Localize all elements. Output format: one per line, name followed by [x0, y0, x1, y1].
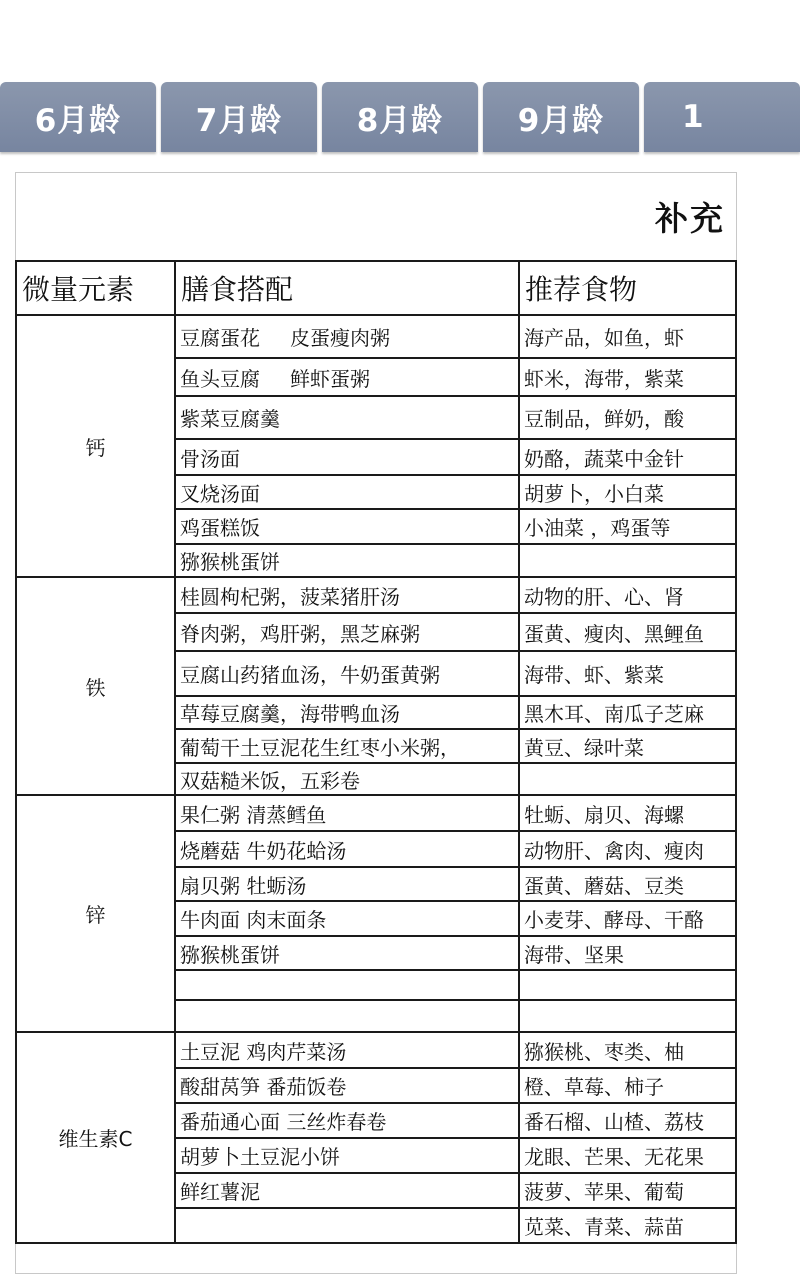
- food-cell: 牡蛎、扇贝、海螺: [519, 795, 736, 831]
- meal-cell: 果仁粥 清蒸鳕鱼: [175, 795, 519, 831]
- category-calcium: 钙: [16, 315, 175, 577]
- meal-cell: 豆腐山药猪血汤，牛奶蛋黄粥: [175, 651, 519, 696]
- food-cell: 橙、草莓、柿子: [519, 1068, 736, 1103]
- food-cell: 胡萝卜，小白菜: [519, 475, 736, 509]
- meal-cell: 土豆泥 鸡肉芹菜汤: [175, 1032, 519, 1068]
- food-cell: 小麦芽、酵母、干酪: [519, 901, 736, 936]
- meal-cell: 紫菜豆腐羹: [175, 396, 519, 439]
- meal-cell: 脊肉粥，鸡肝粥，黑芝麻粥: [175, 613, 519, 651]
- meal-cell: 桂圆枸杞粥，菠菜猪肝汤: [175, 577, 519, 613]
- food-cell: 海产品，如鱼，虾: [519, 315, 736, 358]
- tab-8-months[interactable]: 8月龄: [322, 82, 478, 152]
- food-cell: 菠萝、苹果、葡萄: [519, 1173, 736, 1208]
- meal-cell: 番茄通心面 三丝炸春卷: [175, 1103, 519, 1138]
- meal-cell: 猕猴桃蛋饼: [175, 936, 519, 970]
- meal-cell: 双菇糙米饭，五彩卷: [175, 763, 519, 795]
- food-cell: 豆制品，鲜奶，酸: [519, 396, 736, 439]
- food-cell: [519, 544, 736, 577]
- meal-cell: 牛肉面 肉末面条: [175, 901, 519, 936]
- meal-cell: 豆腐蛋花 皮蛋瘦肉粥: [175, 315, 519, 358]
- meal-cell: 叉烧汤面: [175, 475, 519, 509]
- header-recommended-food: 推荐食物: [519, 261, 736, 315]
- header-row: [16, 261, 736, 315]
- food-cell: 海带、虾、紫菜: [519, 651, 736, 696]
- tab-9-months[interactable]: 9月龄: [483, 82, 639, 152]
- age-tabs: [0, 82, 705, 154]
- meal-cell: 葡萄干土豆泥花生红枣小米粥，: [175, 729, 519, 763]
- nutrition-table: [15, 260, 737, 1244]
- meal-cell: 酸甜莴笋 番茄饭卷: [175, 1068, 519, 1103]
- category-zinc: 锌: [16, 795, 175, 1032]
- table-row: [16, 315, 736, 358]
- food-cell: 小油菜 ，鸡蛋等: [519, 509, 736, 544]
- table-title-row: [15, 173, 725, 259]
- food-cell: [519, 1000, 736, 1032]
- food-cell: [519, 970, 736, 1000]
- food-cell: 猕猴桃、枣类、柚: [519, 1032, 736, 1068]
- category-vitamin-c: 维生素C: [16, 1032, 175, 1243]
- food-cell: 动物肝、禽肉、瘦肉: [519, 831, 736, 867]
- category-iron: 铁: [16, 577, 175, 795]
- meal-cell: [175, 1208, 519, 1243]
- meal-cell: 鸡蛋糕饭: [175, 509, 519, 544]
- food-cell: 蛋黄、瘦肉、黑鲤鱼: [519, 613, 736, 651]
- food-cell: 奶酪，蔬菜中金针: [519, 439, 736, 475]
- food-cell: 海带、坚果: [519, 936, 736, 970]
- meal-cell: [175, 1000, 519, 1032]
- header-meal-combo: 膳食搭配: [175, 261, 519, 315]
- food-cell: [519, 763, 736, 795]
- meal-cell: 鲜红薯泥: [175, 1173, 519, 1208]
- meal-cell: 烧蘑菇 牛奶花蛤汤: [175, 831, 519, 867]
- table-row: [16, 1032, 736, 1068]
- tab-7-months[interactable]: 7月龄: [161, 82, 317, 152]
- table-row: [16, 577, 736, 613]
- meal-cell: 胡萝卜土豆泥小饼: [175, 1138, 519, 1173]
- tab-next-month[interactable]: 1: [644, 82, 800, 152]
- meal-cell: 骨汤面: [175, 439, 519, 475]
- table-row: [16, 795, 736, 831]
- food-cell: 动物的肝、心、肾: [519, 577, 736, 613]
- food-cell: 苋菜、青菜、蒜苗: [519, 1208, 736, 1243]
- table-title: 补充: [655, 199, 725, 238]
- food-cell: 蛋黄、蘑菇、豆类: [519, 867, 736, 901]
- food-cell: 黄豆、绿叶菜: [519, 729, 736, 763]
- meal-cell: 草莓豆腐羹，海带鸭血汤: [175, 696, 519, 729]
- tab-6-months[interactable]: 6月龄: [0, 82, 156, 152]
- food-cell: 黑木耳、南瓜子芝麻: [519, 696, 736, 729]
- header-trace-element: 微量元素: [16, 261, 175, 315]
- meal-cell: 扇贝粥 牡蛎汤: [175, 867, 519, 901]
- food-cell: 番石榴、山楂、荔枝: [519, 1103, 736, 1138]
- meal-cell: 鱼头豆腐 鲜虾蛋粥: [175, 358, 519, 396]
- meal-cell: 猕猴桃蛋饼: [175, 544, 519, 577]
- food-cell: 虾米，海带，紫菜: [519, 358, 736, 396]
- food-cell: 龙眼、芒果、无花果: [519, 1138, 736, 1173]
- meal-cell: [175, 970, 519, 1000]
